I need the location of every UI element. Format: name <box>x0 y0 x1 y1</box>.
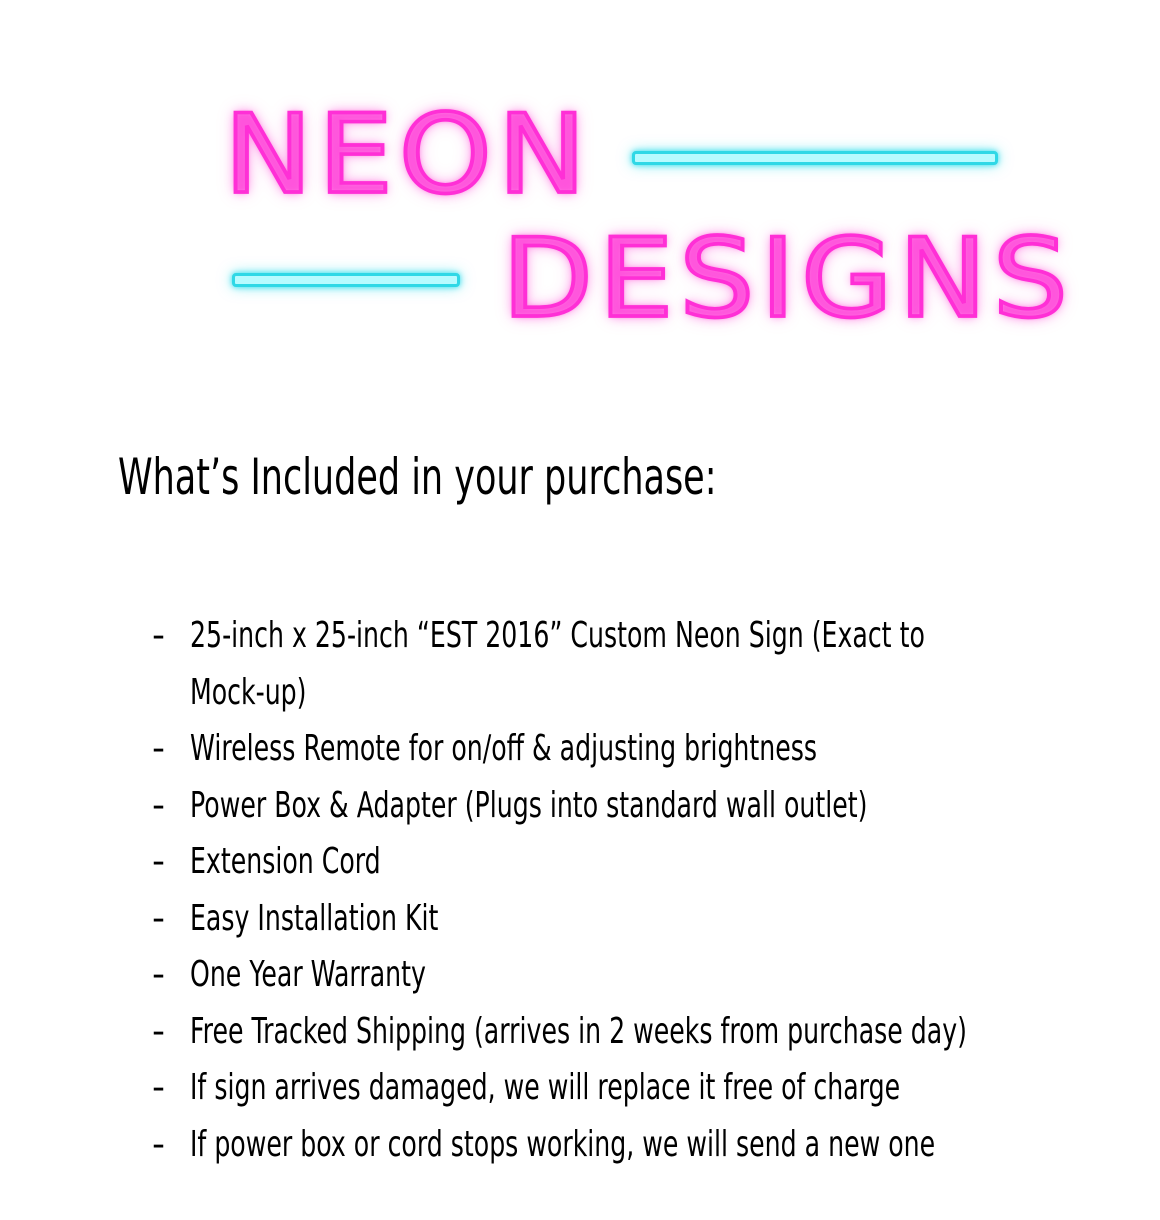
included-heading: What’s Included in your purchase: <box>118 448 717 506</box>
neon-designs-logo <box>0 0 1160 360</box>
list-bullet: - <box>152 728 165 769</box>
list-item-text: One Year Warranty <box>190 954 426 995</box>
list-item <box>150 608 1090 721</box>
list-item-text: Wireless Remote for on/off & adjusting brightness <box>190 728 818 769</box>
list-item <box>150 1060 1090 1117</box>
list-item <box>150 778 1090 835</box>
list-item <box>150 1117 1090 1174</box>
list-item-text: Power Box & Adapter (Plugs into standard wall outlet) <box>190 784 868 826</box>
list-item <box>150 1004 1090 1061</box>
logo-word-neon: NEON <box>224 90 592 218</box>
list-bullet: - <box>152 784 165 826</box>
list-item-text: If power box or cord stops working, we will send a new one <box>190 1123 936 1165</box>
list-item <box>150 834 1090 891</box>
list-item <box>150 721 1090 778</box>
list-item <box>150 947 1090 1004</box>
list-bullet: - <box>152 1067 165 1108</box>
list-item-text: Free Tracked Shipping (arrives in 2 weeks from purchase day) <box>190 1010 967 1052</box>
list-bullet: - <box>152 615 165 656</box>
list-item-text: Easy Installation Kit <box>190 897 439 939</box>
list-item-text: 25-inch x 25-inch “EST 2016” Custom Neon Sign (Exact to Mock-up) <box>190 615 925 713</box>
list-bullet: - <box>152 1010 165 1052</box>
list-item <box>150 891 1090 948</box>
logo-neon-bar-top <box>632 151 998 165</box>
list-bullet: - <box>152 954 165 995</box>
list-item-text: If sign arrives damaged, we will replace it free of charge <box>190 1067 901 1108</box>
logo-neon-bar-bottom <box>232 273 460 287</box>
list-bullet: - <box>152 1123 165 1165</box>
list-item-text: Extension Cord <box>190 841 381 882</box>
list-bullet: - <box>152 897 165 939</box>
list-bullet: - <box>152 841 165 882</box>
included-items-list <box>150 608 1090 1173</box>
logo-word-designs: DESIGNS <box>502 214 1074 342</box>
